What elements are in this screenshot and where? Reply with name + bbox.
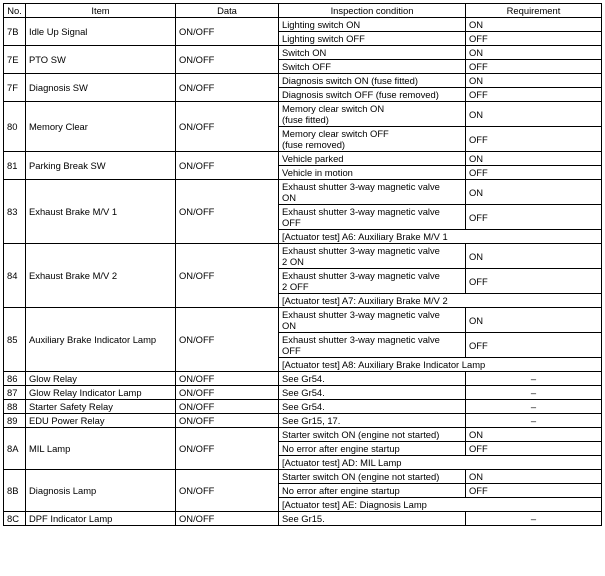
cell-condition: Exhaust shutter 3-way magnetic valve 2 ON — [279, 244, 466, 269]
cell-data: ON/OFF — [176, 512, 279, 526]
cell-requirement: – — [466, 400, 602, 414]
cell-no: 8B — [4, 470, 26, 512]
cell-condition: Starter switch ON (engine not started) — [279, 470, 466, 484]
cell-item: Parking Break SW — [26, 152, 176, 180]
cell-no: 7B — [4, 18, 26, 46]
cell-data: ON/OFF — [176, 414, 279, 428]
cell-requirement: OFF — [466, 32, 602, 46]
cell-data: ON/OFF — [176, 372, 279, 386]
cell-item: PTO SW — [26, 46, 176, 74]
cell-actuator-test: [Actuator test] A8: Auxiliary Brake Indicator Lamp — [279, 358, 602, 372]
cell-data: ON/OFF — [176, 308, 279, 372]
table-row — [4, 180, 602, 205]
cell-no: 88 — [4, 400, 26, 414]
cell-condition: See Gr15. — [279, 512, 466, 526]
cell-data: ON/OFF — [176, 46, 279, 74]
cell-requirement: ON — [466, 74, 602, 88]
table-row — [4, 102, 602, 127]
cell-actuator-test: [Actuator test] A7: Auxiliary Brake M/V 2 — [279, 294, 602, 308]
table-row — [4, 512, 602, 526]
cell-data: ON/OFF — [176, 400, 279, 414]
cell-actuator-test: [Actuator test] AD: MIL Lamp — [279, 456, 602, 470]
table-row — [4, 46, 602, 60]
table-row — [4, 400, 602, 414]
header-requirement: Requirement — [466, 4, 602, 18]
table-row — [4, 18, 602, 32]
cell-data: ON/OFF — [176, 74, 279, 102]
cell-condition: Exhaust shutter 3-way magnetic valve ON — [279, 180, 466, 205]
cell-data: ON/OFF — [176, 470, 279, 512]
cell-requirement: OFF — [466, 205, 602, 230]
cell-condition: Exhaust shutter 3-way magnetic valve 2 OFF — [279, 269, 466, 294]
cell-condition: See Gr54. — [279, 372, 466, 386]
cell-condition: Memory clear switch OFF (fuse removed) — [279, 127, 466, 152]
cell-requirement: – — [466, 372, 602, 386]
cell-requirement: ON — [466, 308, 602, 333]
cell-requirement: OFF — [466, 269, 602, 294]
table-row — [4, 386, 602, 400]
cell-requirement: ON — [466, 180, 602, 205]
cell-condition: Vehicle parked — [279, 152, 466, 166]
cell-condition: Lighting switch OFF — [279, 32, 466, 46]
cell-requirement: ON — [466, 152, 602, 166]
header-item: Item — [26, 4, 176, 18]
cell-no: 89 — [4, 414, 26, 428]
cell-condition: Exhaust shutter 3-way magnetic valve ON — [279, 308, 466, 333]
table-body — [4, 18, 602, 526]
cell-requirement: OFF — [466, 166, 602, 180]
cell-item: Exhaust Brake M/V 2 — [26, 244, 176, 308]
cell-no: 7F — [4, 74, 26, 102]
cell-data: ON/OFF — [176, 428, 279, 470]
cell-requirement: – — [466, 386, 602, 400]
cell-condition: Exhaust shutter 3-way magnetic valve OFF — [279, 205, 466, 230]
cell-data: ON/OFF — [176, 102, 279, 152]
cell-requirement: OFF — [466, 60, 602, 74]
cell-no: 7E — [4, 46, 26, 74]
table-row — [4, 470, 602, 484]
cell-no: 86 — [4, 372, 26, 386]
cell-item: DPF Indicator Lamp — [26, 512, 176, 526]
cell-condition: Diagnosis switch ON (fuse fitted) — [279, 74, 466, 88]
cell-condition: See Gr15, 17. — [279, 414, 466, 428]
cell-requirement: ON — [466, 428, 602, 442]
cell-data: ON/OFF — [176, 386, 279, 400]
cell-item: Exhaust Brake M/V 1 — [26, 180, 176, 244]
table-row — [4, 152, 602, 166]
cell-requirement: OFF — [466, 127, 602, 152]
cell-requirement: ON — [466, 244, 602, 269]
cell-condition: Lighting switch ON — [279, 18, 466, 32]
cell-condition: Switch ON — [279, 46, 466, 60]
cell-item: Memory Clear — [26, 102, 176, 152]
cell-no: 80 — [4, 102, 26, 152]
inspection-table — [3, 3, 602, 526]
cell-item: Auxiliary Brake Indicator Lamp — [26, 308, 176, 372]
cell-condition: Switch OFF — [279, 60, 466, 74]
cell-requirement: OFF — [466, 484, 602, 498]
cell-requirement: ON — [466, 102, 602, 127]
header-condition: Inspection condition — [279, 4, 466, 18]
cell-condition: Diagnosis switch OFF (fuse removed) — [279, 88, 466, 102]
cell-item: Idle Up Signal — [26, 18, 176, 46]
header-no: No. — [4, 4, 26, 18]
table-row — [4, 414, 602, 428]
cell-data: ON/OFF — [176, 180, 279, 244]
cell-condition: See Gr54. — [279, 386, 466, 400]
cell-no: 81 — [4, 152, 26, 180]
cell-item: Diagnosis SW — [26, 74, 176, 102]
cell-requirement: – — [466, 414, 602, 428]
cell-no: 85 — [4, 308, 26, 372]
cell-requirement: – — [466, 512, 602, 526]
cell-item: EDU Power Relay — [26, 414, 176, 428]
cell-item: MIL Lamp — [26, 428, 176, 470]
cell-condition: Exhaust shutter 3-way magnetic valve OFF — [279, 333, 466, 358]
cell-no: 8C — [4, 512, 26, 526]
cell-condition: Memory clear switch ON (fuse fitted) — [279, 102, 466, 127]
cell-no: 87 — [4, 386, 26, 400]
cell-actuator-test: [Actuator test] A6: Auxiliary Brake M/V 1 — [279, 230, 602, 244]
cell-no: 8A — [4, 428, 26, 470]
cell-item: Glow Relay Indicator Lamp — [26, 386, 176, 400]
header-row — [4, 4, 602, 18]
cell-data: ON/OFF — [176, 244, 279, 308]
cell-no: 84 — [4, 244, 26, 308]
cell-requirement: ON — [466, 470, 602, 484]
cell-condition: See Gr54. — [279, 400, 466, 414]
cell-data: ON/OFF — [176, 152, 279, 180]
cell-item: Diagnosis Lamp — [26, 470, 176, 512]
cell-requirement: OFF — [466, 88, 602, 102]
cell-item: Glow Relay — [26, 372, 176, 386]
header-data: Data — [176, 4, 279, 18]
cell-data: ON/OFF — [176, 18, 279, 46]
cell-requirement: ON — [466, 18, 602, 32]
cell-condition: No error after engine startup — [279, 484, 466, 498]
cell-condition: No error after engine startup — [279, 442, 466, 456]
cell-condition: Vehicle in motion — [279, 166, 466, 180]
cell-item: Starter Safety Relay — [26, 400, 176, 414]
cell-actuator-test: [Actuator test] AE: Diagnosis Lamp — [279, 498, 602, 512]
table-row — [4, 372, 602, 386]
table-row — [4, 74, 602, 88]
table-row — [4, 428, 602, 442]
table-row — [4, 244, 602, 269]
cell-requirement: OFF — [466, 333, 602, 358]
cell-requirement: ON — [466, 46, 602, 60]
cell-condition: Starter switch ON (engine not started) — [279, 428, 466, 442]
table-row — [4, 308, 602, 333]
cell-requirement: OFF — [466, 442, 602, 456]
cell-no: 83 — [4, 180, 26, 244]
